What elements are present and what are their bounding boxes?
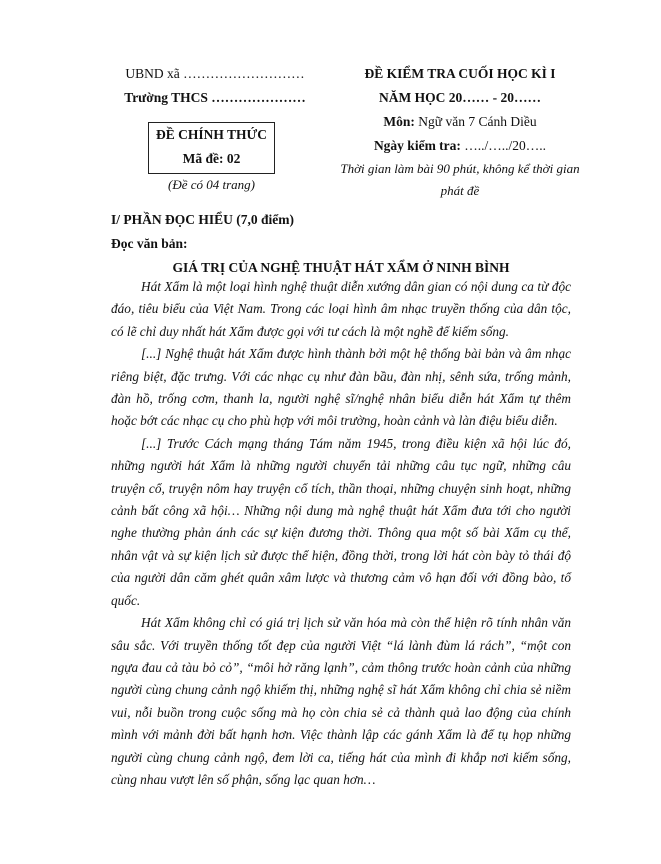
exam-title: ĐỀ KIỂM TRA CUỐI HỌC KÌ I — [364, 66, 556, 81]
subject-line — [330, 110, 590, 134]
ubnd-line: UBND xã ……………………… — [125, 66, 305, 81]
section-heading: I/ PHẦN ĐỌC HIỂU (7,0 điểm) — [111, 212, 294, 227]
paragraph: [...] Trước Cách mạng tháng Tám năm 1945, trong điều kiện xã hội lúc đó, những người hát Xẩm là những người chuyển tải những câu tục ngữ, những câu truyện cổ, truyện nôm hay truyện cổ tích, thần thoại, những chuyện sinh hoạt, những cảnh bất công xã hội… Những nội dung mà nghệ thuật hát Xẩm đưa tới cho người nghe thường phản ánh các sự kiện đương thời. Thông qua một số bài Xẩm cụ thể, nhân vật và sự kiện lịch sử được thể hiện, đồng thời, trong lời hát còn bày tỏ thái độ của người dân căm ghét quân xâm lược và thương cảm vô hạn đối với đồng bào, tổ quốc. — [111, 435, 571, 608]
header-right — [330, 62, 590, 202]
header-left — [100, 62, 330, 110]
date-line — [330, 134, 590, 158]
school-line: Trường THCS ………………… — [124, 90, 306, 105]
pages-note: (Đề có 04 trang) — [167, 177, 255, 192]
date-value: …../…../20….. — [460, 138, 547, 153]
exam-code: Mã đề: 02 — [182, 151, 241, 166]
read-label: Đọc văn bản: — [111, 236, 188, 251]
paragraph: Hát Xẩm không chỉ có giá trị lịch sử văn hóa mà còn thể hiện rõ tính nhân văn sâu sắc. Với truyền thống tốt đẹp của người Việt “lá lành đùm lá rách”, “một con ngựa đau cả tàu bỏ cỏ”, “môi hở răng lạnh”, cảm thông trước hoàn cảnh của những người cùng chung cảnh ngộ khiếm thị, những nghệ sĩ hát Xẩm không chỉ chia sẻ niềm vui, nỗi buồn trong cuộc sống mà họ còn chia sẻ cả thành quả lao động của chính mình với mảnh đời bất hạnh hơn. Việc thành lập các gánh Xẩm là để tụ họp những người cùng chung cảnh ngộ, đem lời ca, tiếng hát của mình đi khắp nơi kiếm sống, cùng nhau vượt lên số phận, sống lạc quan hơn… — [111, 615, 571, 787]
subject-label: Môn: — [383, 114, 415, 129]
paragraph: [...] Nghệ thuật hát Xẩm được hình thành bởi một hệ thống bài bản và âm nhạc riêng biệt, đặc trưng. Với các nhạc cụ như đàn bầu, đàn nhị, sênh sứa, trống mảnh, đàn hồ, trống cơm, thanh la, người nghệ sĩ/nghệ nhân biểu diễn hát Xẩm tự thêm hoặc bớt các nhạc cụ cho phù hợp với môi trường, hoàn cảnh và làn điệu biểu diễn. — [111, 346, 571, 429]
article-body — [111, 276, 571, 791]
date-label: Ngày kiểm tra: — [373, 138, 461, 153]
duration-note: Thời gian làm bài 90 phút, không kể thời gian phát đề — [340, 161, 580, 198]
official-label: ĐỀ CHÍNH THỨC — [155, 127, 267, 142]
paragraph: Hát Xẩm là một loại hình nghệ thuật diễn xướng dân gian có nội dung ca từ độc đáo, tiêu biểu của Việt Nam. Trong các loại hình âm nhạc truyền thống của dân tộc, có lẽ chỉ duy nhất hát Xẩm được gọi với tư cách là một nghề để kiếm sống. — [111, 279, 571, 339]
official-exam-box — [148, 122, 275, 174]
school-year: NĂM HỌC 20…… - 20…… — [379, 90, 541, 105]
subject-value: Ngữ văn 7 Cánh Diều — [414, 114, 537, 129]
article-title: GIÁ TRỊ CỦA NGHỆ THUẬT HÁT XẨM Ở NINH BÌNH — [172, 260, 510, 275]
